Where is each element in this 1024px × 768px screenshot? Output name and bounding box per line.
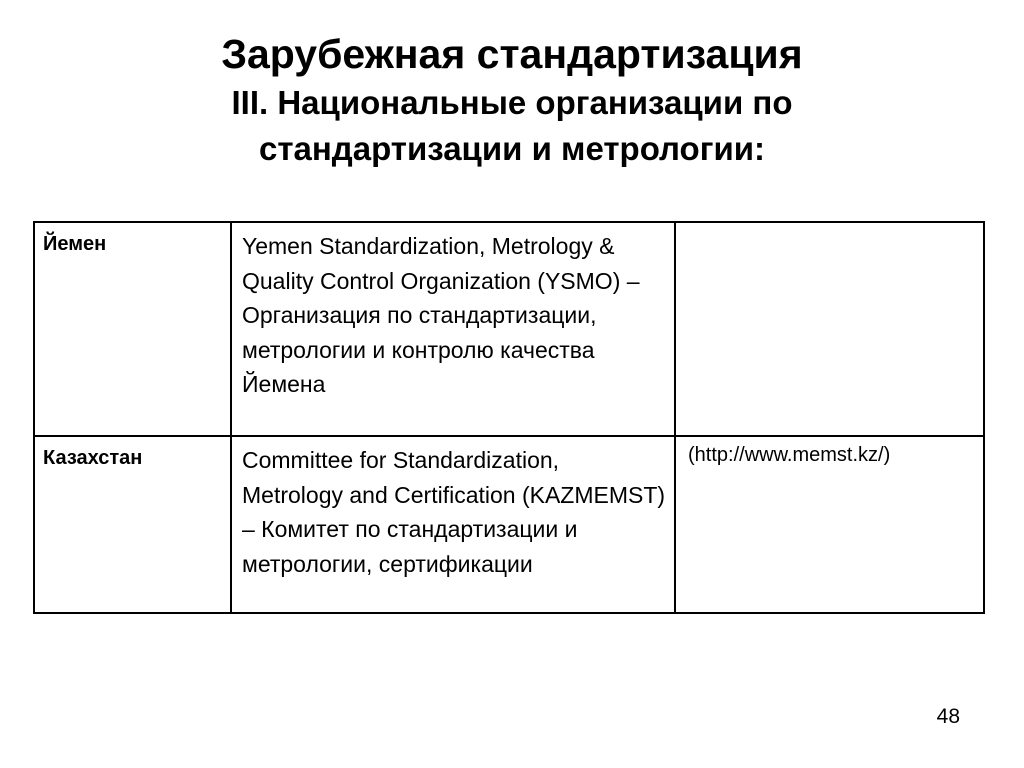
table-row (34, 222, 984, 436)
title-line-3: стандартизации и метрологии: (258, 130, 766, 167)
organization-name: Committee for Standardization, Metrology and Certification (KAZMEMST) – Комитет по стандартизации и метрологии, сертификации (242, 447, 666, 577)
organization-name: Yemen Standardization, Metrology & Quality Control Organization (YSMO) – Организация по стандартизации, метрологии и контролю качества Йемена (242, 233, 640, 397)
organization-url (676, 223, 983, 230)
organization-cell (231, 222, 675, 436)
country-name: Казахстан (43, 447, 143, 469)
url-cell (675, 436, 984, 613)
title-line-1: Зарубежная стандартизация (221, 31, 803, 77)
organization-cell (231, 436, 675, 613)
country-name: Йемен (43, 233, 107, 255)
organization-url: (http://www.memst.kz/) (688, 444, 891, 466)
page-number: 48 (936, 705, 960, 728)
country-cell (34, 222, 231, 436)
country-cell (34, 436, 231, 613)
organizations-table (33, 221, 985, 614)
table-row (34, 436, 984, 613)
slide-title (0, 28, 1024, 172)
url-cell (675, 222, 984, 436)
title-line-2: III. Национальные организации по (231, 84, 793, 121)
